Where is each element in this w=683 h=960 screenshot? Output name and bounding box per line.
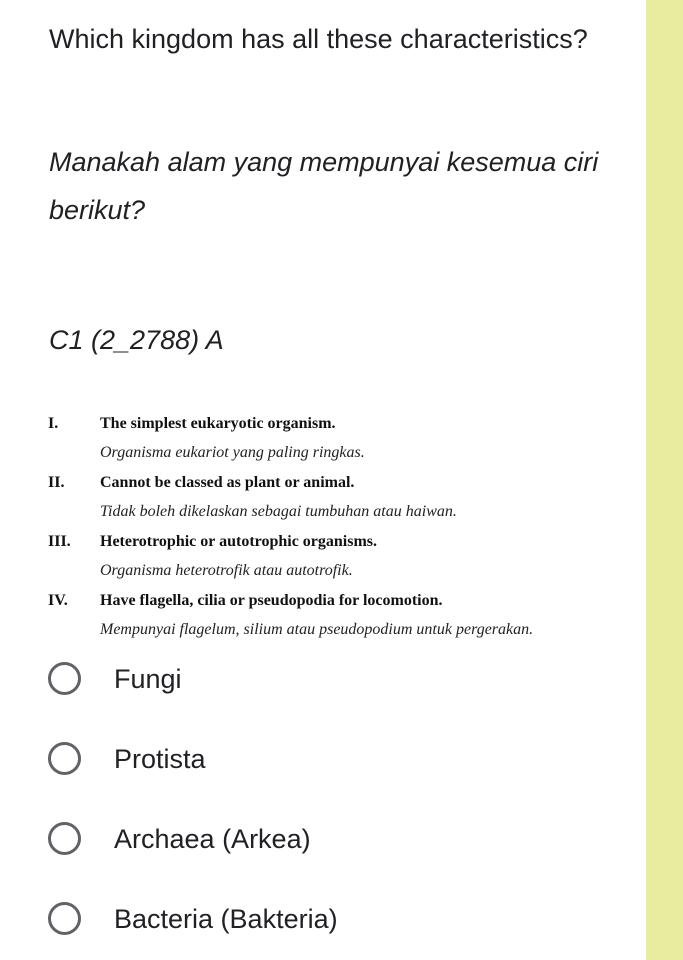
statement-item xyxy=(48,531,638,590)
radio-button[interactable] xyxy=(48,902,81,935)
statement-malay: Organisma heterotrofik atau autotrofik. xyxy=(100,562,353,579)
statement-item xyxy=(48,413,638,472)
statement-english: Cannot be classed as plant or animal. xyxy=(100,474,355,491)
option-archaea[interactable] xyxy=(48,800,638,880)
answer-options xyxy=(48,640,638,960)
statement-english: Heterotrophic or autotrophic organisms. xyxy=(100,533,378,550)
radio-button[interactable] xyxy=(48,662,81,695)
statement-malay: Mempunyai flagelum, silium atau pseudopodium untuk pergerakan. xyxy=(100,621,534,638)
statement-malay: Tidak boleh dikelaskan sebagai tumbuhan atau haiwan. xyxy=(100,503,457,520)
option-protista[interactable] xyxy=(48,720,638,800)
question-text-malay: Manakah alam yang mempunyai kesemua ciri berikut? xyxy=(49,147,599,225)
statement-numeral: III. xyxy=(48,533,71,550)
statement-item xyxy=(48,472,638,531)
question-code: C1 (2_2788) A xyxy=(49,325,224,355)
option-bacteria[interactable] xyxy=(48,880,638,960)
option-label[interactable]: Protista xyxy=(114,744,206,774)
statement-english: The simplest eukaryotic organism. xyxy=(100,415,336,432)
option-label[interactable]: Fungi xyxy=(114,664,182,694)
radio-button[interactable] xyxy=(48,822,81,855)
statement-numeral: IV. xyxy=(48,592,68,609)
option-label[interactable]: Bacteria (Bakteria) xyxy=(114,904,338,934)
statement-english: Have flagella, cilia or pseudopodia for locomotion. xyxy=(100,592,443,609)
statement-list xyxy=(48,413,638,649)
question-text-english: Which kingdom has all these characteristics? xyxy=(49,24,588,54)
option-label[interactable]: Archaea (Arkea) xyxy=(114,824,311,854)
side-accent-strip xyxy=(646,0,683,960)
statement-malay: Organisma eukariot yang paling ringkas. xyxy=(100,444,365,461)
statement-numeral: II. xyxy=(48,474,65,491)
radio-button[interactable] xyxy=(48,742,81,775)
option-fungi[interactable] xyxy=(48,640,638,720)
statement-numeral: I. xyxy=(48,415,59,432)
